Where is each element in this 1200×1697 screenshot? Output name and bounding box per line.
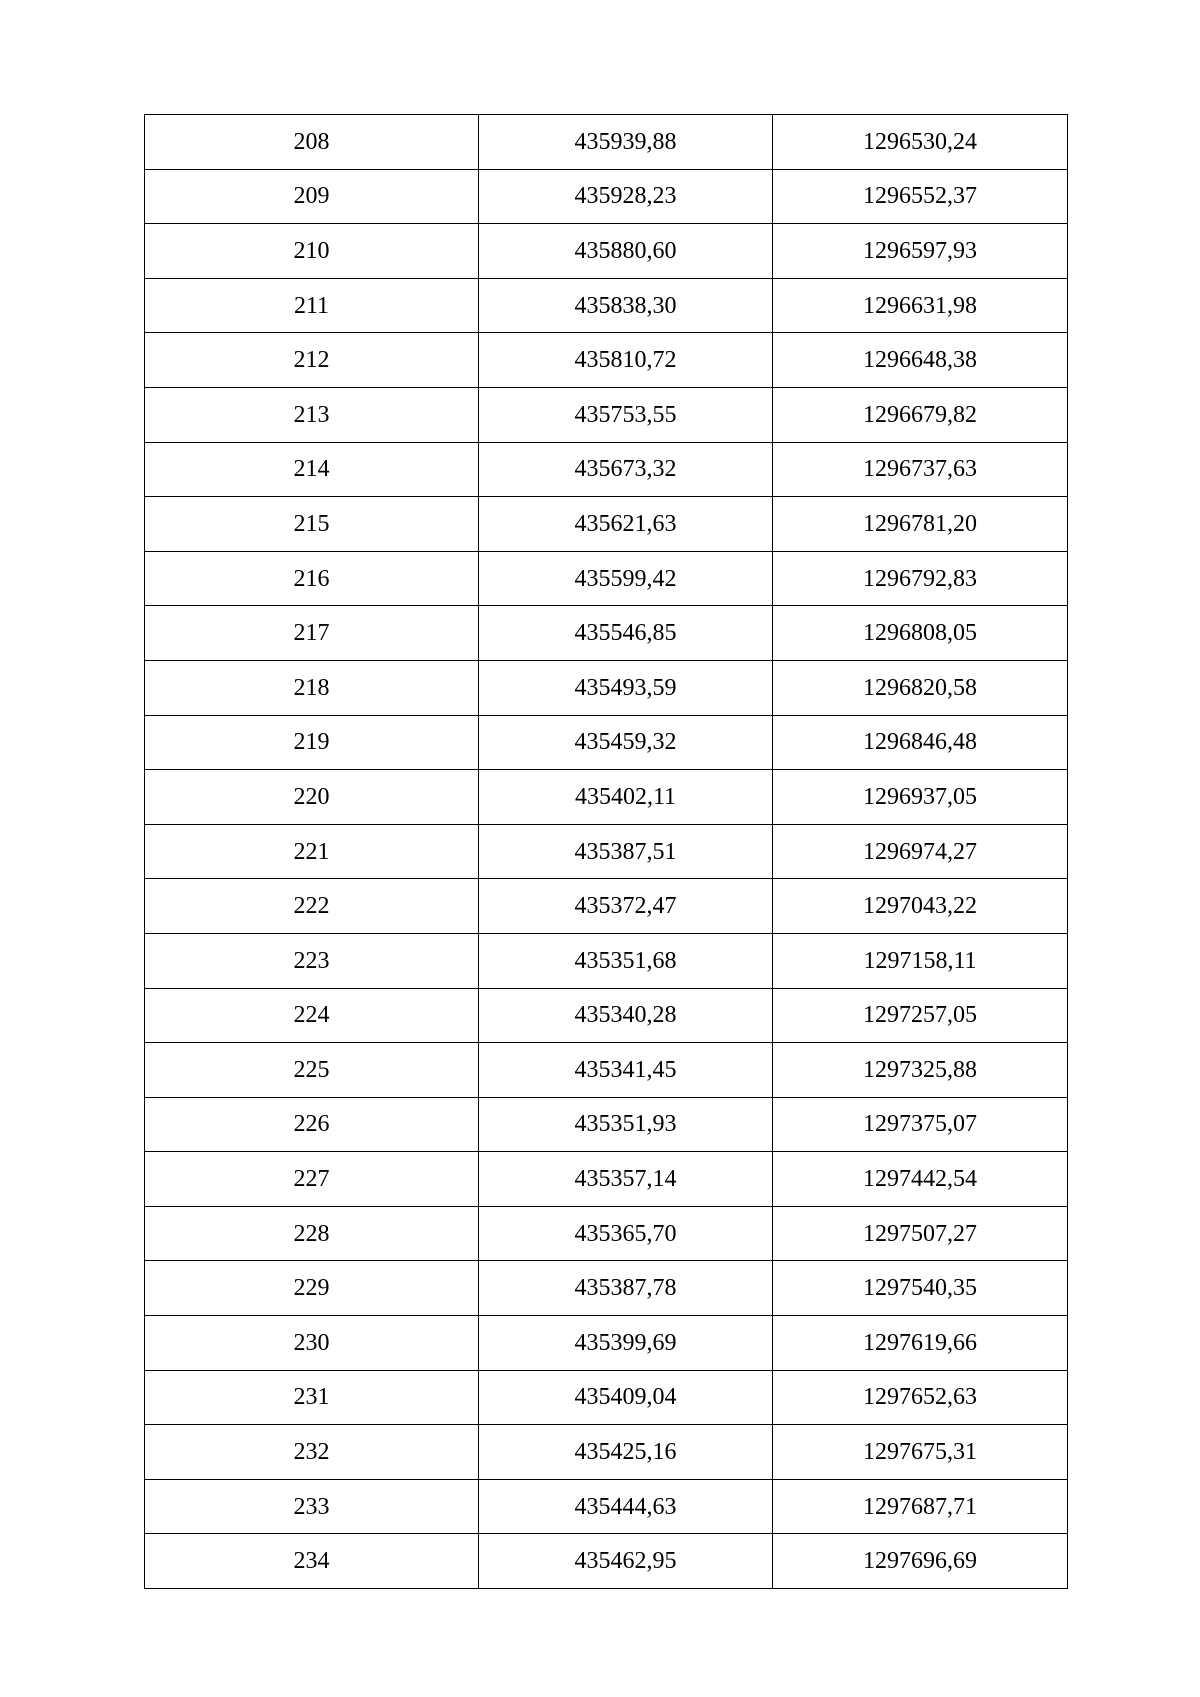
table-row bbox=[145, 169, 1068, 224]
x-coordinate-cell: 435810,72 bbox=[479, 333, 773, 388]
y-coordinate-cell: 1297696,69 bbox=[773, 1534, 1068, 1589]
table-row bbox=[145, 660, 1068, 715]
point-number-cell: 233 bbox=[145, 1479, 479, 1534]
y-coordinate-cell: 1296737,63 bbox=[773, 442, 1068, 497]
point-number-cell: 212 bbox=[145, 333, 479, 388]
y-coordinate-cell: 1297652,63 bbox=[773, 1370, 1068, 1425]
table-row bbox=[145, 1479, 1068, 1534]
table-row bbox=[145, 1206, 1068, 1261]
table-row bbox=[145, 988, 1068, 1043]
point-number-cell: 215 bbox=[145, 497, 479, 552]
x-coordinate-cell: 435838,30 bbox=[479, 278, 773, 333]
point-number-cell: 216 bbox=[145, 551, 479, 606]
point-number-cell: 210 bbox=[145, 224, 479, 279]
y-coordinate-cell: 1296552,37 bbox=[773, 169, 1068, 224]
coordinates-table-body bbox=[145, 115, 1068, 1589]
x-coordinate-cell: 435409,04 bbox=[479, 1370, 773, 1425]
point-number-cell: 222 bbox=[145, 879, 479, 934]
point-number-cell: 219 bbox=[145, 715, 479, 770]
table-row bbox=[145, 551, 1068, 606]
point-number-cell: 227 bbox=[145, 1152, 479, 1207]
point-number-cell: 229 bbox=[145, 1261, 479, 1316]
y-coordinate-cell: 1297043,22 bbox=[773, 879, 1068, 934]
point-number-cell: 225 bbox=[145, 1043, 479, 1098]
table-row bbox=[145, 497, 1068, 552]
point-number-cell: 208 bbox=[145, 115, 479, 170]
point-number-cell: 217 bbox=[145, 606, 479, 661]
y-coordinate-cell: 1297675,31 bbox=[773, 1425, 1068, 1480]
y-coordinate-cell: 1296597,93 bbox=[773, 224, 1068, 279]
x-coordinate-cell: 435399,69 bbox=[479, 1316, 773, 1371]
y-coordinate-cell: 1297158,11 bbox=[773, 933, 1068, 988]
y-coordinate-cell: 1296846,48 bbox=[773, 715, 1068, 770]
y-coordinate-cell: 1296631,98 bbox=[773, 278, 1068, 333]
x-coordinate-cell: 435341,45 bbox=[479, 1043, 773, 1098]
y-coordinate-cell: 1297375,07 bbox=[773, 1097, 1068, 1152]
y-coordinate-cell: 1297687,71 bbox=[773, 1479, 1068, 1534]
x-coordinate-cell: 435340,28 bbox=[479, 988, 773, 1043]
y-coordinate-cell: 1297507,27 bbox=[773, 1206, 1068, 1261]
point-number-cell: 226 bbox=[145, 1097, 479, 1152]
x-coordinate-cell: 435387,78 bbox=[479, 1261, 773, 1316]
y-coordinate-cell: 1296808,05 bbox=[773, 606, 1068, 661]
y-coordinate-cell: 1296820,58 bbox=[773, 660, 1068, 715]
point-number-cell: 211 bbox=[145, 278, 479, 333]
table-row bbox=[145, 715, 1068, 770]
point-number-cell: 230 bbox=[145, 1316, 479, 1371]
point-number-cell: 228 bbox=[145, 1206, 479, 1261]
x-coordinate-cell: 435444,63 bbox=[479, 1479, 773, 1534]
y-coordinate-cell: 1296937,05 bbox=[773, 770, 1068, 825]
coordinates-table bbox=[144, 114, 1068, 1589]
x-coordinate-cell: 435402,11 bbox=[479, 770, 773, 825]
x-coordinate-cell: 435372,47 bbox=[479, 879, 773, 934]
table-row bbox=[145, 333, 1068, 388]
x-coordinate-cell: 435621,63 bbox=[479, 497, 773, 552]
x-coordinate-cell: 435493,59 bbox=[479, 660, 773, 715]
x-coordinate-cell: 435425,16 bbox=[479, 1425, 773, 1480]
table-row bbox=[145, 1425, 1068, 1480]
table-row bbox=[145, 1261, 1068, 1316]
table-row bbox=[145, 442, 1068, 497]
table-row bbox=[145, 933, 1068, 988]
x-coordinate-cell: 435462,95 bbox=[479, 1534, 773, 1589]
point-number-cell: 232 bbox=[145, 1425, 479, 1480]
x-coordinate-cell: 435365,70 bbox=[479, 1206, 773, 1261]
y-coordinate-cell: 1296974,27 bbox=[773, 824, 1068, 879]
table-row bbox=[145, 1370, 1068, 1425]
point-number-cell: 224 bbox=[145, 988, 479, 1043]
table-row bbox=[145, 1316, 1068, 1371]
table-row bbox=[145, 824, 1068, 879]
y-coordinate-cell: 1297442,54 bbox=[773, 1152, 1068, 1207]
y-coordinate-cell: 1297257,05 bbox=[773, 988, 1068, 1043]
point-number-cell: 221 bbox=[145, 824, 479, 879]
x-coordinate-cell: 435357,14 bbox=[479, 1152, 773, 1207]
point-number-cell: 220 bbox=[145, 770, 479, 825]
table-row bbox=[145, 387, 1068, 442]
point-number-cell: 214 bbox=[145, 442, 479, 497]
table-row bbox=[145, 879, 1068, 934]
point-number-cell: 209 bbox=[145, 169, 479, 224]
y-coordinate-cell: 1297619,66 bbox=[773, 1316, 1068, 1371]
table-row bbox=[145, 770, 1068, 825]
table-row bbox=[145, 115, 1068, 170]
x-coordinate-cell: 435880,60 bbox=[479, 224, 773, 279]
point-number-cell: 234 bbox=[145, 1534, 479, 1589]
point-number-cell: 213 bbox=[145, 387, 479, 442]
table-row bbox=[145, 1097, 1068, 1152]
y-coordinate-cell: 1296781,20 bbox=[773, 497, 1068, 552]
y-coordinate-cell: 1297540,35 bbox=[773, 1261, 1068, 1316]
x-coordinate-cell: 435351,93 bbox=[479, 1097, 773, 1152]
x-coordinate-cell: 435387,51 bbox=[479, 824, 773, 879]
point-number-cell: 218 bbox=[145, 660, 479, 715]
table-row bbox=[145, 278, 1068, 333]
x-coordinate-cell: 435351,68 bbox=[479, 933, 773, 988]
x-coordinate-cell: 435928,23 bbox=[479, 169, 773, 224]
x-coordinate-cell: 435459,32 bbox=[479, 715, 773, 770]
table-row bbox=[145, 1152, 1068, 1207]
y-coordinate-cell: 1297325,88 bbox=[773, 1043, 1068, 1098]
table-row bbox=[145, 224, 1068, 279]
table-row bbox=[145, 606, 1068, 661]
point-number-cell: 231 bbox=[145, 1370, 479, 1425]
y-coordinate-cell: 1296679,82 bbox=[773, 387, 1068, 442]
table-row bbox=[145, 1534, 1068, 1589]
x-coordinate-cell: 435599,42 bbox=[479, 551, 773, 606]
x-coordinate-cell: 435753,55 bbox=[479, 387, 773, 442]
y-coordinate-cell: 1296530,24 bbox=[773, 115, 1068, 170]
x-coordinate-cell: 435939,88 bbox=[479, 115, 773, 170]
x-coordinate-cell: 435673,32 bbox=[479, 442, 773, 497]
point-number-cell: 223 bbox=[145, 933, 479, 988]
x-coordinate-cell: 435546,85 bbox=[479, 606, 773, 661]
y-coordinate-cell: 1296792,83 bbox=[773, 551, 1068, 606]
y-coordinate-cell: 1296648,38 bbox=[773, 333, 1068, 388]
table-row bbox=[145, 1043, 1068, 1098]
